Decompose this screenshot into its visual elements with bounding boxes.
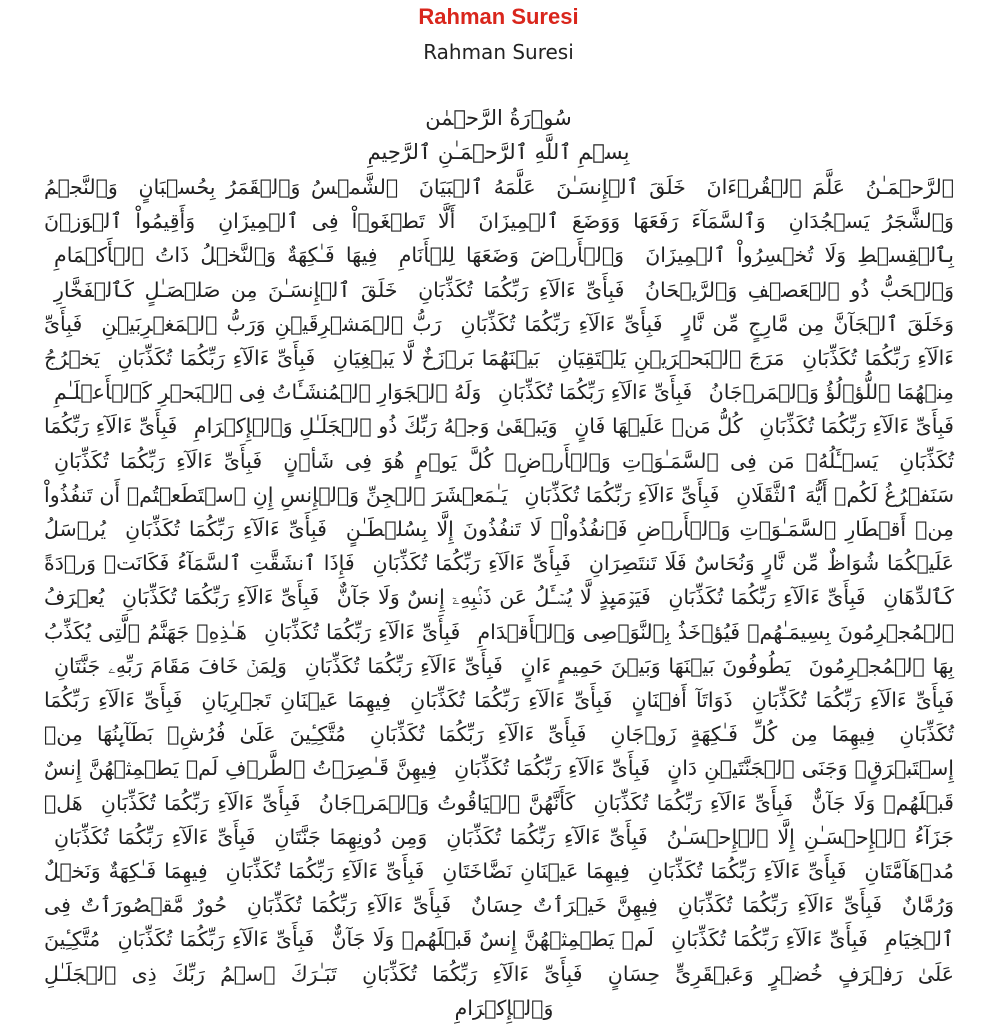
verse: وَلِمَنۡ خَافَ مَقَامَ رَبِّهِۦ جَنَّتَانِ bbox=[54, 653, 287, 678]
verse: يَخۡرُجُ مِنۡهُمَا ٱللُّؤۡلُؤُ وَٱلۡمَرۡجَانُ bbox=[44, 346, 954, 405]
verse: عَلَّمَ ٱلۡقُرۡءَانَ bbox=[706, 175, 846, 199]
verse: حُورٌ مَّقۡصُورَٲتٌ فِى ٱلۡخِيَامِ bbox=[44, 893, 954, 952]
page-title: Rahman Suresi bbox=[418, 4, 579, 29]
verse: فَبِأَىِّ ءَالَآءِ رَبِّكُمَا تُكَذِّبَانِ bbox=[497, 380, 693, 405]
verse: هَـٰذِهِۦ جَهَنَّمُ ٱلَّتِى يُكَذِّبُ بِهَا ٱلۡمُجۡرِمُونَ bbox=[44, 619, 954, 678]
verse: فَبِأَىِّ ءَالَآءِ رَبِّكُمَا تُكَذِّبَانِ bbox=[372, 551, 571, 576]
verse: وَٱلسَّمَآءَ رَفَعَهَا وَوَضَعَ ٱلۡمِيزَانَ bbox=[478, 209, 766, 234]
verse: يَسۡـَٔلُهُۥ مَن فِى ٱلسَّمَـٰوَٲتِ وَٱلۡأَرۡضِۚ كُلَّ يَوۡمٍ هُوَ فِى شَأۡنٍ bbox=[283, 448, 879, 473]
verse: فَيَوۡمَٮِٕذٍ لَّا يُسۡـَٔلُ عَن ذَنۢبِهِۦۤ إِنسٌ وَلَا جَآنٌّ bbox=[336, 585, 651, 610]
verse: وَمِن دُونِهِمَا جَنَّتَانِ bbox=[274, 824, 428, 849]
verse: فَبِأَىِّ ءَالَآءِ رَبِّكُمَا تُكَذِّبَانِ bbox=[117, 927, 315, 952]
verse: سَنَفۡرُغُ لَكُمۡ أَيُّهَ ٱلثَّقَلَانِ bbox=[736, 482, 954, 507]
verse: فَبِأَىِّ ءَالَآءِ رَبِّكُمَا تُكَذِّبَانِ bbox=[362, 961, 583, 986]
verse: وَٱلۡأَرۡضَ وَضَعَهَا لِلۡأَنَامِ bbox=[398, 243, 625, 268]
verse: فَبِأَىِّ ءَالَآءِ رَبِّكُمَا تُكَذِّبَانِ bbox=[524, 482, 720, 507]
verse: فَبِأَىِّ ءَالَآءِ رَبِّكُمَا تُكَذِّبَانِ bbox=[100, 790, 301, 815]
verse: فِيهِمَا فَـٰكِهَةٌ وَنَخۡلٌ وَرُمَّانٌ bbox=[44, 859, 954, 918]
verse: فِيهِمَا عَيۡنَانِ نَضَّاخَتَانِ bbox=[442, 859, 630, 884]
verse: وَأَقِيمُواْ ٱلۡوَزۡنَ بِٱلۡقِسۡطِ وَلَا تُخۡسِرُواْ ٱلۡمِيزَانَ bbox=[44, 209, 954, 268]
verse: تَبَـٰرَكَ ٱسۡمُ رَبِّكَ ذِى ٱلۡجَلَـٰلِ وَٱلۡإِكۡرَامِ bbox=[44, 961, 554, 1020]
basmala: بِسۡمِ ٱللَّهِ ٱلرَّحۡمَـٰنِ ٱلرَّحِيمِ bbox=[367, 140, 630, 164]
verse: فَبِأَىِّ ءَالَآءِ رَبِّكُمَا تُكَذِّبَانِ bbox=[446, 824, 648, 849]
verse: فَبِأَىِّ ءَالَآءِ رَبِّكُمَا تُكَذِّبَانِ bbox=[264, 619, 461, 644]
verse: فَبِأَىِّ ءَالَآءِ رَبِّكُمَا تُكَذِّبَانِ bbox=[225, 859, 425, 884]
verse: وَخَلَقَ ٱلۡجَآنَّ مِن مَّارِجٍ مِّن نَّارٍ bbox=[681, 311, 954, 336]
verse: فَبِأَىِّ ءَالَآءِ رَبِّكُمَا تُكَذِّبَانِ bbox=[418, 277, 625, 302]
verse: رَبُّ ٱلۡمَشۡرِقَيۡنِ وَرَبُّ ٱلۡمَغۡرِبَيۡنِ bbox=[101, 311, 442, 336]
verse: مُدۡهَآمَّتَانِ bbox=[864, 859, 954, 884]
verse: فَبِأَىِّ ءَالَآءِ رَبِّكُمَا تُكَذِّبَانِ bbox=[668, 585, 866, 610]
verse: فِيهِنَّ قَـٰصِرَٲتُ ٱلطَّرۡفِ لَمۡ يَطۡمِثۡهُنَّ إِنسٌ قَبۡلَهُمۡ وَلَا جَآنٌّ bbox=[44, 756, 954, 815]
verse: فَبِأَىِّ ءَالَآءِ رَبِّكُمَا تُكَذِّبَانِ bbox=[677, 893, 883, 918]
verse: فِيهِمَا عَيۡنَانِ تَجۡرِيَانِ bbox=[201, 688, 392, 713]
verse: كَأَنَّهُنَّ ٱلۡيَاقُوتُ وَٱلۡمَرۡجَانُ bbox=[318, 790, 576, 815]
verse: يَـٰمَعۡشَرَ ٱلۡجِنِّ وَٱلۡإِنسِ إِنِ ٱسۡتَطَعۡتُمۡ أَن تَنفُذُواْ مِنۡ أَقۡطَارِ ٱلسَّمَـٰوَٲتِ وَٱلۡأَرۡضِ فَٱنفُذُواْۚ لَا تَنفُذُونَ إِلَّا بِسُلۡطَـٰنٍ bbox=[44, 482, 954, 542]
verse: كُلُّ مَنۡ عَلَيۡهَا فَانٍ bbox=[574, 414, 743, 439]
verse: فَبِأَىِّ ءَالَآءِ رَبِّكُمَا تُكَذِّبَانِ bbox=[44, 311, 954, 371]
verse: ٱلرَّحۡمَـٰنُ bbox=[865, 175, 954, 199]
verse: فِيهِمَا مِن كُلِّ فَـٰكِهَةٍ زَوۡجَانِ bbox=[610, 722, 876, 747]
verse: فَبِأَىِّ ءَالَآءِ رَبِّكُمَا تُكَذِّبَانِ bbox=[125, 517, 327, 542]
verse: خَلَقَ ٱلۡإِنسَـٰنَ مِن صَلۡصَـٰلٍ كَٱلۡفَخَّارِ bbox=[54, 277, 398, 302]
verse: فَبِأَىِّ ءَالَآءِ رَبِّكُمَا تُكَذِّبَانِ bbox=[460, 311, 663, 336]
verse: فَبِأَىِّ ءَالَآءِ رَبِّكُمَا تُكَذِّبَانِ bbox=[246, 893, 452, 918]
verse: فَبِأَىِّ ءَالَآءِ رَبِّكُمَا تُكَذِّبَانِ bbox=[44, 414, 954, 473]
verse: هَلۡ جَزَآءُ ٱلۡإِحۡسَـٰنِ إِلَّا ٱلۡإِحۡسَـٰنُ bbox=[44, 790, 954, 849]
verse: فَبِأَىِّ ءَالَآءِ رَبِّكُمَا تُكَذِّبَانِ bbox=[54, 448, 263, 473]
verse: لَمۡ يَطۡمِثۡهُنَّ إِنسٌ قَبۡلَهُمۡ وَلَا جَآنٌّ bbox=[331, 927, 654, 952]
verse: مُتَّكِـِٔينَ عَلَىٰ رَفۡرَفٍ خُضۡرٍ وَعَبۡقَرِىٍّ حِسَانٍ bbox=[44, 927, 955, 986]
verse: فِيهِنَّ خَيۡرَٲتٌ حِسَانٌ bbox=[471, 893, 658, 918]
verse: أَلَّا تَطۡغَوۡاْ فِى ٱلۡمِيزَانِ bbox=[218, 209, 456, 234]
verse: فَبِأَىِّ ءَالَآءِ رَبِّكُمَا تُكَذِّبَانِ bbox=[44, 688, 954, 747]
verse: مُتَّكِـِٔينَ عَلَىٰ فُرُشِۭ بَطَآٮِٕنُهَا مِنۡ إِسۡتَبۡرَقٍۚ وَجَنَى ٱلۡجَنَّتَيۡنِ دَانٍ bbox=[44, 722, 954, 781]
verse: ٱلشَّمۡسُ وَٱلۡقَمَرُ بِحُسۡبَانٍ bbox=[138, 175, 399, 199]
verse: مَرَجَ ٱلۡبَحۡرَيۡنِ يَلۡتَقِيَانِ bbox=[557, 346, 785, 371]
verse: فَبِأَىِّ ءَالَآءِ رَبِّكُمَا تُكَذِّبَانِ bbox=[759, 414, 954, 439]
verses-block bbox=[44, 170, 955, 1020]
verse: فَبِأَىِّ ءَالَآءِ رَبِّكُمَا تُكَذِّبَانِ bbox=[117, 346, 316, 371]
verse: وَلَهُ ٱلۡجَوَارِ ٱلۡمُنشَـَٔاتُ فِى ٱلۡبَحۡرِ كَٱلۡأَعۡلَـٰمِ bbox=[54, 380, 482, 405]
verse: فَبِأَىِّ ءَالَآءِ رَبِّكُمَا تُكَذِّبَانِ bbox=[410, 688, 613, 713]
verse: فَبِأَىِّ ءَالَآءِ رَبِّكُمَا تُكَذِّبَانِ bbox=[647, 859, 847, 884]
verse: عَلَّمَهُ ٱلۡبَيَانَ bbox=[418, 175, 536, 199]
verse: ذَوَاتَآ أَفۡنَانٍ bbox=[631, 688, 733, 713]
verse: وَٱلۡحَبُّ ذُو ٱلۡعَصۡفِ وَٱلرَّيۡحَانُ bbox=[644, 277, 954, 302]
verse: بَيۡنَهُمَا بَرۡزَخٌ لَّا يَبۡغِيَانِ bbox=[332, 346, 540, 371]
page-subtitle: Rahman Suresi bbox=[423, 40, 574, 64]
verse: فَبِأَىِّ ءَالَآءِ رَبِّكُمَا تُكَذِّبَانِ bbox=[369, 722, 587, 747]
verse: يُرۡسَلُ عَلَيۡكُمَا شُوَاظٌ مِّن نَّارٍ وَنُحَاسٌ فَلَا تَنتَصِرَانِ bbox=[44, 517, 954, 576]
verse: فَبِأَىِّ ءَالَآءِ رَبِّكُمَا تُكَذِّبَانِ bbox=[751, 688, 954, 713]
verse: وَيَبۡقَىٰ وَجۡهُ رَبِّكَ ذُو ٱلۡجَلَـٰلِ وَٱلۡإِكۡرَامِ bbox=[193, 414, 558, 439]
verse: يُعۡرَفُ ٱلۡمُجۡرِمُونَ بِسِيمَـٰهُمۡ فَيُؤۡخَذُ بِٱلنَّوَٲصِى وَٱلۡأَقۡدَامِ bbox=[44, 585, 955, 644]
verse: فَبِأَىِّ ءَالَآءِ رَبِّكُمَا تُكَذِّبَانِ bbox=[54, 824, 256, 849]
verse: فَبِأَىِّ ءَالَآءِ رَبِّكُمَا تُكَذِّبَانِ bbox=[454, 756, 651, 781]
verse: فَبِأَىِّ ءَالَآءِ رَبِّكُمَا تُكَذِّبَانِ bbox=[671, 927, 868, 952]
verse: فَبِأَىِّ ءَالَآءِ رَبِّكُمَا تُكَذِّبَانِ bbox=[304, 653, 503, 678]
verse: فَإِذَا ٱنشَقَّتِ ٱلسَّمَآءُ فَكَانَتۡ وَرۡدَةً كَٱلدِّهَانِ bbox=[44, 551, 954, 610]
verse: خَلَقَ ٱلۡإِنسَـٰنَ bbox=[556, 175, 686, 199]
verse: فَبِأَىِّ ءَالَآءِ رَبِّكُمَا تُكَذِّبَانِ bbox=[121, 585, 320, 610]
verse: وَٱلنَّجۡمُ وَٱلشَّجَرُ يَسۡجُدَانِ bbox=[44, 175, 954, 234]
verse: يَطُوفُونَ بَيۡنَهَا وَبَيۡنَ حَمِيمٍ ءَانٍ bbox=[520, 653, 791, 678]
verse: فِيهَا فَـٰكِهَةٌ وَٱلنَّخۡلُ ذَاتُ ٱلۡأَكۡمَامِ bbox=[54, 243, 378, 268]
surah-name: سُوۡرَةُ الرَّحۡمٰن bbox=[425, 106, 572, 130]
verse: فَبِأَىِّ ءَالَآءِ رَبِّكُمَا تُكَذِّبَانِ bbox=[593, 790, 794, 815]
